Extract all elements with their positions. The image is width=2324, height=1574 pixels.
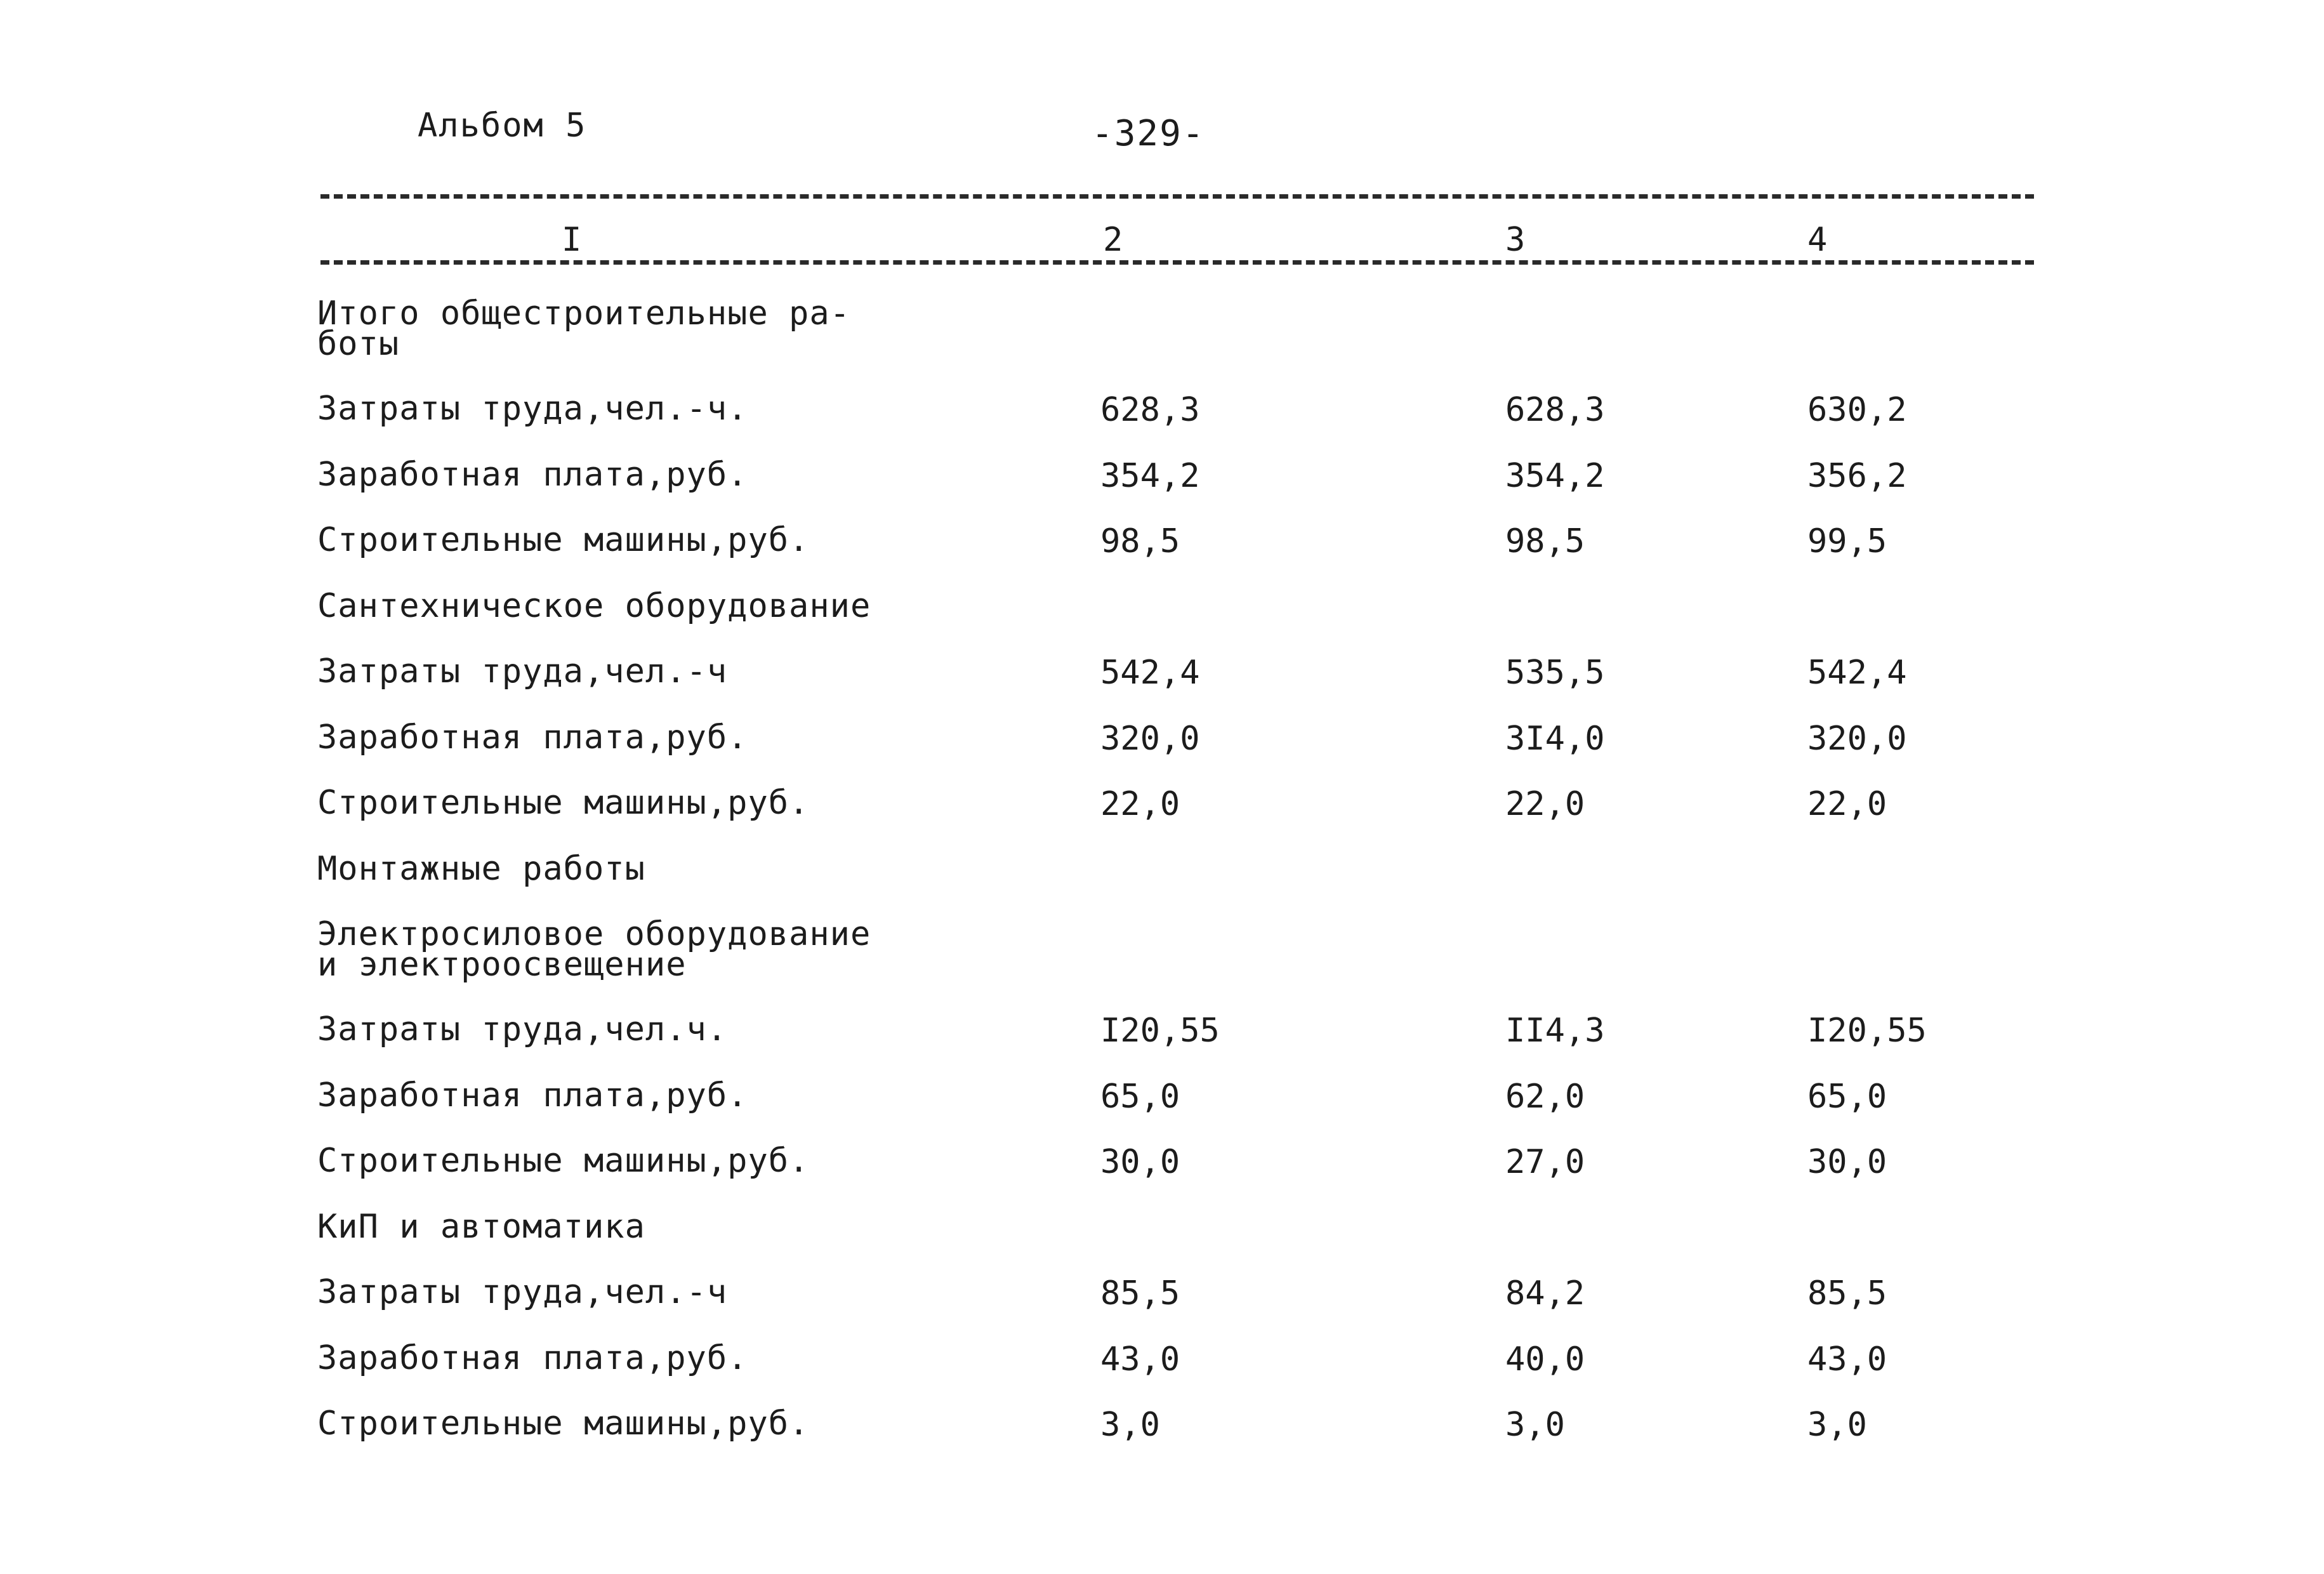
- page-number: -329-: [1092, 113, 1205, 154]
- table-row: [317, 294, 2069, 394]
- value-col-4: 22,0: [1807, 785, 1887, 823]
- table-row: [317, 1405, 2069, 1474]
- row-label: Заработная плата,руб.: [317, 1339, 748, 1377]
- value-col-3: 84,2: [1505, 1274, 1585, 1313]
- table-row: [317, 455, 2069, 526]
- value-col-2: 542,4: [1100, 654, 1200, 692]
- value-col-4: 356,2: [1807, 456, 1907, 495]
- row-label: Итого общестроительные ра-боты: [317, 294, 850, 363]
- value-col-4: 320,0: [1807, 719, 1907, 758]
- value-col-3: 535,5: [1505, 654, 1605, 692]
- value-col-2: 628,3: [1100, 391, 1200, 429]
- column-header-2: 2: [1103, 221, 1123, 259]
- value-col-2: 3,0: [1100, 1406, 1160, 1444]
- table-row: [317, 1010, 2069, 1080]
- value-col-2: 354,2: [1100, 456, 1200, 495]
- value-col-2: I20,55: [1100, 1012, 1220, 1050]
- value-col-3: 62,0: [1505, 1077, 1585, 1116]
- row-label: Электросиловое оборудование и электроосвещение: [317, 915, 871, 984]
- value-col-3: II4,3: [1505, 1012, 1605, 1050]
- value-col-3: 27,0: [1505, 1143, 1585, 1181]
- value-col-4: 542,4: [1807, 654, 1907, 692]
- table-header-rule: [320, 260, 2034, 265]
- table-row: [317, 718, 2069, 788]
- value-col-2: 30,0: [1100, 1143, 1180, 1181]
- value-col-3: 40,0: [1505, 1340, 1585, 1379]
- row-label: Затраты труда,чел.ч.: [317, 1010, 728, 1048]
- value-col-4: I20,55: [1807, 1012, 1927, 1050]
- value-col-4: 30,0: [1807, 1143, 1887, 1181]
- table-row: [317, 1142, 2069, 1212]
- table-row: [317, 521, 2069, 591]
- row-label: Заработная плата,руб.: [317, 1076, 748, 1114]
- table-row: [317, 1076, 2069, 1146]
- value-col-3: 3I4,0: [1505, 719, 1605, 758]
- value-col-4: 99,5: [1807, 522, 1887, 560]
- row-label: Заработная плата,руб.: [317, 718, 748, 757]
- album-label: Альбом 5: [418, 107, 587, 145]
- value-col-3: 98,5: [1505, 522, 1585, 560]
- row-label: КиП и автоматика: [317, 1207, 645, 1246]
- value-col-4: 3,0: [1807, 1406, 1867, 1444]
- column-header-1: I: [562, 221, 582, 259]
- value-col-3: 22,0: [1505, 785, 1585, 823]
- row-label: Строительные машины,руб.: [317, 1405, 810, 1443]
- row-label: Заработная плата,руб.: [317, 455, 748, 494]
- value-col-2: 85,5: [1100, 1274, 1180, 1313]
- value-col-4: 630,2: [1807, 391, 1907, 429]
- table-row: [317, 586, 2069, 657]
- row-label: Затраты труда,чел.-ч: [317, 1273, 728, 1311]
- column-header-4: 4: [1807, 221, 1828, 259]
- row-label: Строительные машины,руб.: [317, 521, 810, 559]
- table-top-rule: [320, 194, 2034, 199]
- value-col-3: 3,0: [1505, 1406, 1565, 1444]
- table-body: [317, 294, 2069, 1474]
- table-row: [317, 1207, 2069, 1278]
- row-label: Строительные машины,руб.: [317, 784, 810, 822]
- value-col-2: 65,0: [1100, 1077, 1180, 1116]
- table-row: [317, 652, 2069, 722]
- row-label: Монтажные работы: [317, 849, 645, 888]
- table-row: [317, 1273, 2069, 1343]
- row-label: Затраты труда,чел.-ч: [317, 652, 728, 691]
- table-row: [317, 849, 2069, 920]
- table-row: [317, 784, 2069, 854]
- table-row: [317, 390, 2069, 460]
- row-label: Сантехническое оборудование: [317, 586, 871, 625]
- value-col-4: 65,0: [1807, 1077, 1887, 1116]
- value-col-4: 43,0: [1807, 1340, 1887, 1379]
- column-header-3: 3: [1505, 221, 1526, 259]
- value-col-2: 43,0: [1100, 1340, 1180, 1379]
- table-row: [317, 915, 2069, 1014]
- value-col-4: 85,5: [1807, 1274, 1887, 1313]
- value-col-3: 628,3: [1505, 391, 1605, 429]
- value-col-2: 22,0: [1100, 785, 1180, 823]
- row-label: Затраты труда,чел.-ч.: [317, 390, 748, 428]
- table-row: [317, 1339, 2069, 1409]
- row-label: Строительные машины,руб.: [317, 1142, 810, 1180]
- value-col-2: 98,5: [1100, 522, 1180, 560]
- value-col-2: 320,0: [1100, 719, 1200, 758]
- value-col-3: 354,2: [1505, 456, 1605, 495]
